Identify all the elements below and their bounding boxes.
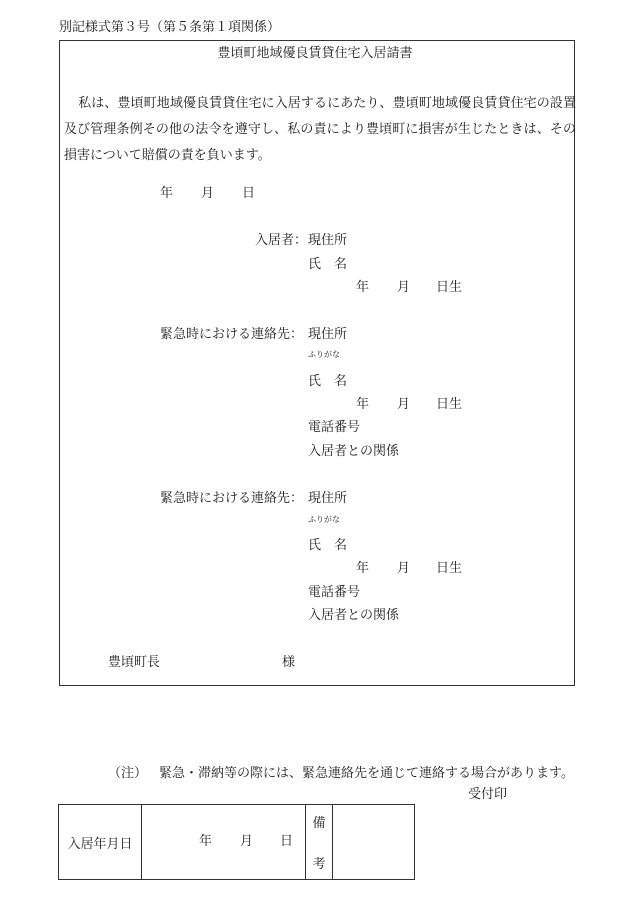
note-text: 緊急・滞納等の際には、緊急連絡先を通じて連絡する場合があります。 [159,766,574,781]
move-in-date-cell [142,805,306,880]
tenant-name-label: 氏 名 [308,257,348,272]
addressee-honorific: 様 [282,655,296,670]
tenant-birth-month: 月 [397,280,411,295]
move-in-record-table [58,804,415,880]
addressee-name: 豊頃町長 [108,655,161,670]
tenant-birth-day: 日生 [436,280,463,295]
tenant-address-label: 現住所 [308,233,348,248]
emergency-contact-1-birth-year: 年 [356,397,370,412]
emergency-contact-1-birth-day: 日生 [436,397,463,412]
statement-paragraph [64,91,576,169]
emergency-contact-1-furigana-label: ふりがな [308,350,340,359]
note-marker: （注） [108,766,148,781]
move-in-day: 日 [280,834,294,849]
move-in-date-label: 入居年月日 [59,805,142,880]
emergency-contact-2-phone-label: 電話番号 [308,585,361,600]
emergency-contact-2-address-label: 現住所 [308,491,348,506]
receipt-stamp-label: 受付印 [468,787,508,802]
emergency-contact-2-relation-label: 入居者との関係 [308,608,400,623]
date-year: 年 [160,186,174,201]
date-day: 日 [242,186,256,201]
tenant-birth-year: 年 [356,280,370,295]
form-title: 豊頃町地域優良賃貸住宅入居請書 [217,46,413,61]
tenant-heading: 入居者： [255,233,308,248]
note-line [108,767,574,780]
date-month: 月 [201,186,215,201]
emergency-contact-2-name-label: 氏 名 [308,538,348,553]
emergency-contact-2-birth-month: 月 [397,561,411,576]
form-number: 別記様式第３号（第５条第１項関係） [59,20,281,35]
emergency-contact-2-heading: 緊急時における連絡先： [160,491,304,506]
emergency-contact-1-phone-label: 電話番号 [308,420,361,435]
emergency-contact-1-name-label: 氏 名 [308,374,348,389]
move-in-month: 月 [240,834,254,849]
emergency-contact-2-birth-year: 年 [356,561,370,576]
emergency-contact-1-address-label: 現住所 [308,327,348,342]
remarks-label-cell [306,805,333,880]
remarks-label-top: 備 [312,816,326,831]
emergency-contact-2-birth-day: 日生 [436,561,463,576]
statement-text: 私は、豊頃町地域優良賃貸住宅に入居するにあたり、豊頃町地域優良賃貸住宅の設置及び管理条例その他の法令を遵守し、私の責により豊頃町に損害が生じたときは、その損害について賠償の責を負います。 [64,96,576,163]
remarks-label-bottom: 考 [312,857,326,872]
emergency-contact-2-furigana-label: ふりがな [308,515,340,524]
emergency-contact-1-relation-label: 入居者との関係 [308,444,400,459]
move-in-year: 年 [199,834,213,849]
remarks-value-cell [333,805,415,880]
emergency-contact-1-heading: 緊急時における連絡先： [160,327,304,342]
emergency-contact-1-birth-month: 月 [397,397,411,412]
